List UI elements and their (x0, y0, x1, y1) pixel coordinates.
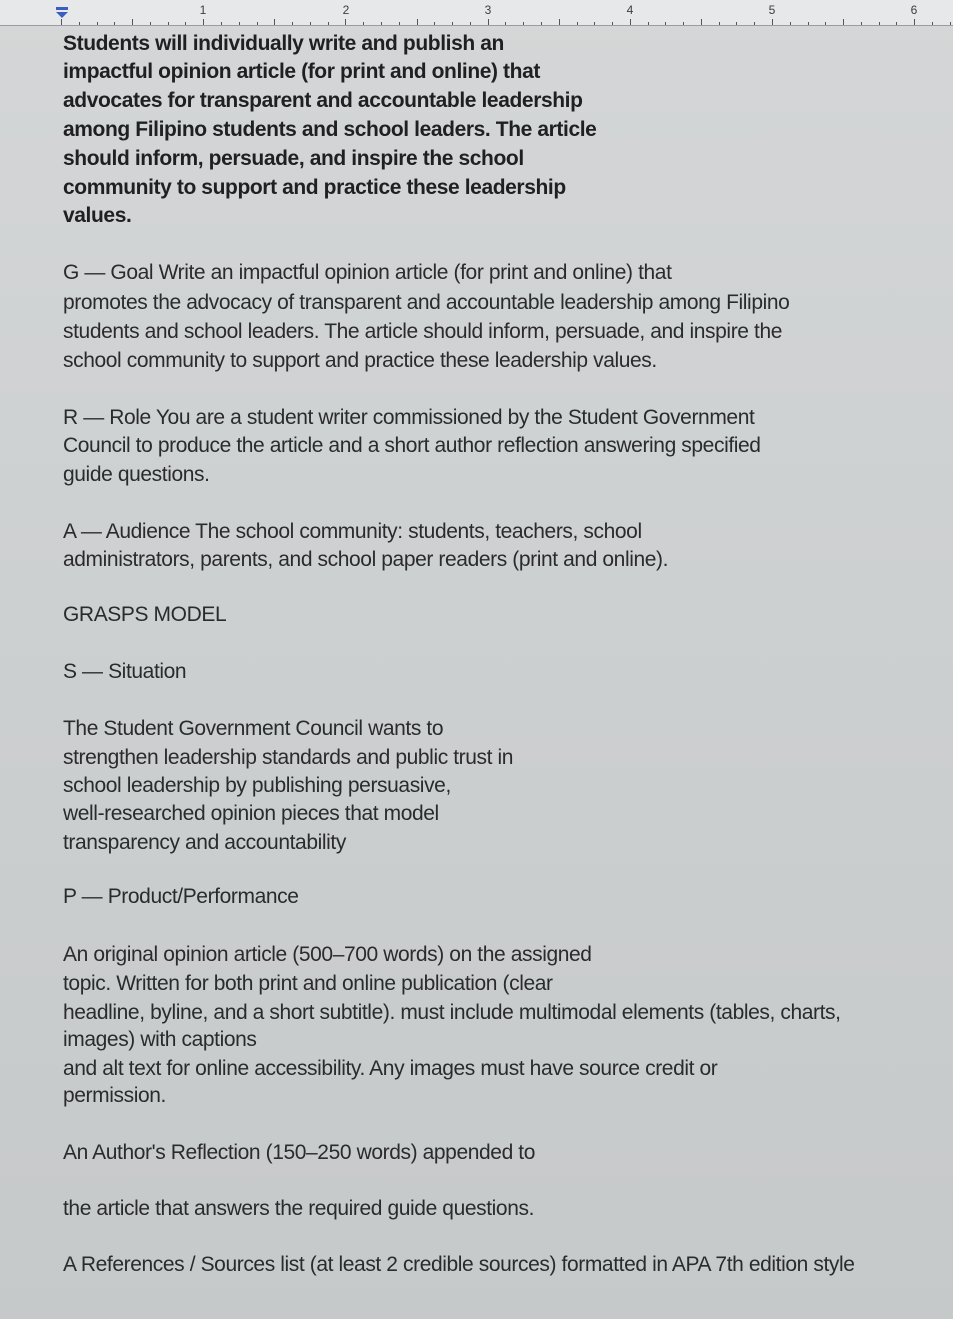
product-line: permission. (63, 1084, 166, 1107)
situation-line: strengthen leadership standards and public trust in (63, 746, 514, 769)
goal-line: school community to support and practice these leadership values. (63, 349, 657, 372)
situation-line: school leadership by publishing persuasive, (63, 774, 451, 797)
situation-line: transparency and accountability (63, 831, 346, 854)
goal-line: promotes the advocacy of transparent and accountable leadership among Filipino (63, 291, 790, 314)
intro-line: should inform, persuade, and inspire the school (63, 147, 524, 170)
ruler-number-3: 3 (484, 3, 492, 17)
intro-line: values. (63, 204, 132, 227)
ruler-number-2: 2 (342, 3, 350, 17)
situation-line: well-researched opinion pieces that model (63, 802, 439, 825)
product-line: topic. Written for both print and online publication (clear (63, 972, 553, 995)
intro-line: Students will individually write and publish an (63, 32, 504, 55)
product-line: An original opinion article (500–700 words) on the assigned (63, 943, 592, 966)
audience-line: administrators, parents, and school paper readers (print and online). (63, 548, 669, 571)
role-line: R — Role You are a student writer commissioned by the Student Government (63, 406, 755, 429)
intro-line: advocates for transparent and accountable leadership (63, 89, 583, 112)
ruler-number-4: 4 (626, 3, 634, 17)
intro-line: community to support and practice these leadership (63, 176, 566, 199)
role-line: guide questions. (63, 463, 210, 486)
ruler-number-5: 5 (768, 3, 776, 17)
reflection-line: the article that answers the required guide questions. (63, 1197, 535, 1220)
intro-line: impactful opinion article (for print and online) that (63, 60, 540, 83)
goal-line: students and school leaders. The article should inform, persuade, and inspire the (63, 320, 782, 343)
reflection-line: An Author's Reflection (150–250 words) appended to (63, 1141, 536, 1164)
intro-line: among Filipino students and school leaders. The article (63, 118, 597, 141)
goal-line: G — Goal Write an impactful opinion article (for print and online) that (63, 261, 672, 284)
product-line: images) with captions (63, 1028, 257, 1051)
product-line: and alt text for online accessibility. Any images must have source credit or (63, 1057, 718, 1080)
grasps-heading: GRASPS MODEL (63, 603, 227, 626)
audience-line: A — Audience The school community: students, teachers, school (63, 520, 642, 543)
product-heading: P — Product/Performance (63, 885, 299, 908)
product-line: headline, byline, and a short subtitle). must include multimodal elements (tables, charts, (63, 1001, 841, 1024)
ruler-number-1: 1 (199, 3, 207, 17)
references-line: A References / Sources list (at least 2 credible sources) formatted in APA 7th edition style (63, 1253, 855, 1276)
situation-line: The Student Government Council wants to (63, 717, 444, 740)
role-line: Council to produce the article and a short author reflection answering specified (63, 434, 761, 457)
ruler-number-6: 6 (910, 3, 918, 17)
situation-heading: S — Situation (63, 660, 187, 683)
